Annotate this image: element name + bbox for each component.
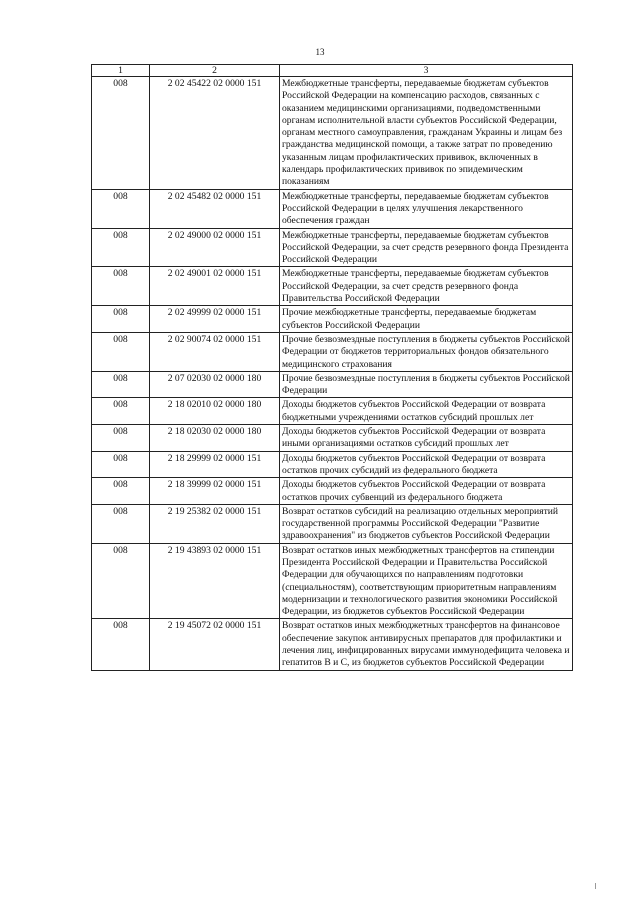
admin-code-cell: 008 — [92, 189, 150, 228]
income-name-cell: Возврат остатков субсидий на реализацию отдельных мероприятий государственной программы Российской Федерации "Развитие здравоохранения" из бюджетов субъектов Российской Федерации — [280, 504, 573, 543]
page-number: 13 — [315, 47, 325, 57]
table-row — [92, 504, 573, 543]
income-name-cell: Межбюджетные трансферты, передаваемые бюджетам субъектов Российской Федерации в целях улучшения лекарственного обеспечения граждан — [280, 189, 573, 228]
admin-code-cell: 008 — [92, 371, 150, 398]
budget-classification-table — [91, 64, 573, 671]
income-code-cell: 2 02 49001 02 0000 151 — [150, 267, 280, 306]
column-header-1: 1 — [92, 65, 150, 77]
income-code-cell: 2 18 29999 02 0000 151 — [150, 451, 280, 478]
scan-mark — [595, 883, 596, 889]
table-row — [92, 267, 573, 306]
income-code-cell: 2 18 02010 02 0000 180 — [150, 398, 280, 425]
admin-code-cell: 008 — [92, 425, 150, 452]
income-name-cell: Межбюджетные трансферты, передаваемые бюджетам субъектов Российской Федерации, за счет средств резервного фонда Президента Российской Федерации — [280, 228, 573, 267]
income-name-cell: Прочие безвозмездные поступления в бюджеты субъектов Российской Федерации — [280, 371, 573, 398]
income-name-cell: Доходы бюджетов субъектов Российской Федерации от возврата бюджетными учреждениями остатков субсидий прошлых лет — [280, 398, 573, 425]
table-row — [92, 619, 573, 670]
table-row — [92, 371, 573, 398]
admin-code-cell: 008 — [92, 504, 150, 543]
income-code-cell: 2 18 02030 02 0000 180 — [150, 425, 280, 452]
admin-code-cell: 008 — [92, 267, 150, 306]
table-row — [92, 478, 573, 505]
income-code-cell: 2 02 49999 02 0000 151 — [150, 306, 280, 333]
table-row — [92, 425, 573, 452]
income-code-cell: 2 18 39999 02 0000 151 — [150, 478, 280, 505]
income-name-cell: Доходы бюджетов субъектов Российской Федерации от возврата остатков прочих субвенций из федерального бюджета — [280, 478, 573, 505]
income-code-cell: 2 02 49000 02 0000 151 — [150, 228, 280, 267]
column-header-3: 3 — [280, 65, 573, 77]
admin-code-cell: 008 — [92, 451, 150, 478]
table-row — [92, 332, 573, 371]
admin-code-cell: 008 — [92, 398, 150, 425]
income-code-cell: 2 02 90074 02 0000 151 — [150, 332, 280, 371]
table-row — [92, 398, 573, 425]
admin-code-cell: 008 — [92, 77, 150, 190]
table-row — [92, 543, 573, 619]
admin-code-cell: 008 — [92, 619, 150, 670]
table-header-row — [92, 65, 573, 77]
table-row — [92, 306, 573, 333]
income-name-cell: Возврат остатков иных межбюджетных трансфертов на финансовое обеспечение закупок антивирусных препаратов для профилактики и лечения лиц, инфицированных вирусами иммунодефицита человека и гепатитов В и С, из бюджетов субъектов Российской Федерации — [280, 619, 573, 670]
income-name-cell: Доходы бюджетов субъектов Российской Федерации от возврата остатков прочих субсидий из федерального бюджета — [280, 451, 573, 478]
admin-code-cell: 008 — [92, 543, 150, 619]
income-name-cell: Прочие безвозмездные поступления в бюджеты субъектов Российской Федерации от бюджетов территориальных фондов обязательного медицинского страхования — [280, 332, 573, 371]
income-code-cell: 2 19 43893 02 0000 151 — [150, 543, 280, 619]
income-name-cell: Прочие межбюджетные трансферты, передаваемые бюджетам субъектов Российской Федерации — [280, 306, 573, 333]
admin-code-cell: 008 — [92, 228, 150, 267]
income-name-cell: Межбюджетные трансферты, передаваемые бюджетам субъектов Российской Федерации на компенсацию расходов, связанных с оказанием медицинскими организациями, подведомственными органам исполнительной власти субъектов Российской Федерации, органам местного самоуправления, гражданам Украины и лицам без гражданства медицинской помощи, а также затрат по проведению указанным лицам профилактических прививок, включенных в календарь профилактических прививок по эпидемическим показаниям — [280, 77, 573, 190]
income-code-cell: 2 02 45482 02 0000 151 — [150, 189, 280, 228]
income-code-cell: 2 19 45072 02 0000 151 — [150, 619, 280, 670]
income-code-cell: 2 07 02030 02 0000 180 — [150, 371, 280, 398]
table-row — [92, 228, 573, 267]
income-name-cell: Межбюджетные трансферты, передаваемые бюджетам субъектов Российской Федерации, за счет средств резервного фонда Правительства Российской Федерации — [280, 267, 573, 306]
table-row — [92, 189, 573, 228]
income-name-cell: Доходы бюджетов субъектов Российской Федерации от возврата иными организациями остатков субсидий прошлых лет — [280, 425, 573, 452]
table-row — [92, 77, 573, 190]
income-name-cell: Возврат остатков иных межбюджетных трансфертов на стипендии Президента Российской Федерации и Правительства Российской Федерации для обучающихся по направлениям подготовки (специальностям), соответствующим приоритетным направлениям модернизации и технологического развития экономики Российской Федерации, из бюджетов субъектов Российской Федерации — [280, 543, 573, 619]
column-header-2: 2 — [150, 65, 280, 77]
admin-code-cell: 008 — [92, 306, 150, 333]
admin-code-cell: 008 — [92, 332, 150, 371]
income-code-cell: 2 02 45422 02 0000 151 — [150, 77, 280, 190]
table-row — [92, 451, 573, 478]
income-code-cell: 2 19 25382 02 0000 151 — [150, 504, 280, 543]
admin-code-cell: 008 — [92, 478, 150, 505]
